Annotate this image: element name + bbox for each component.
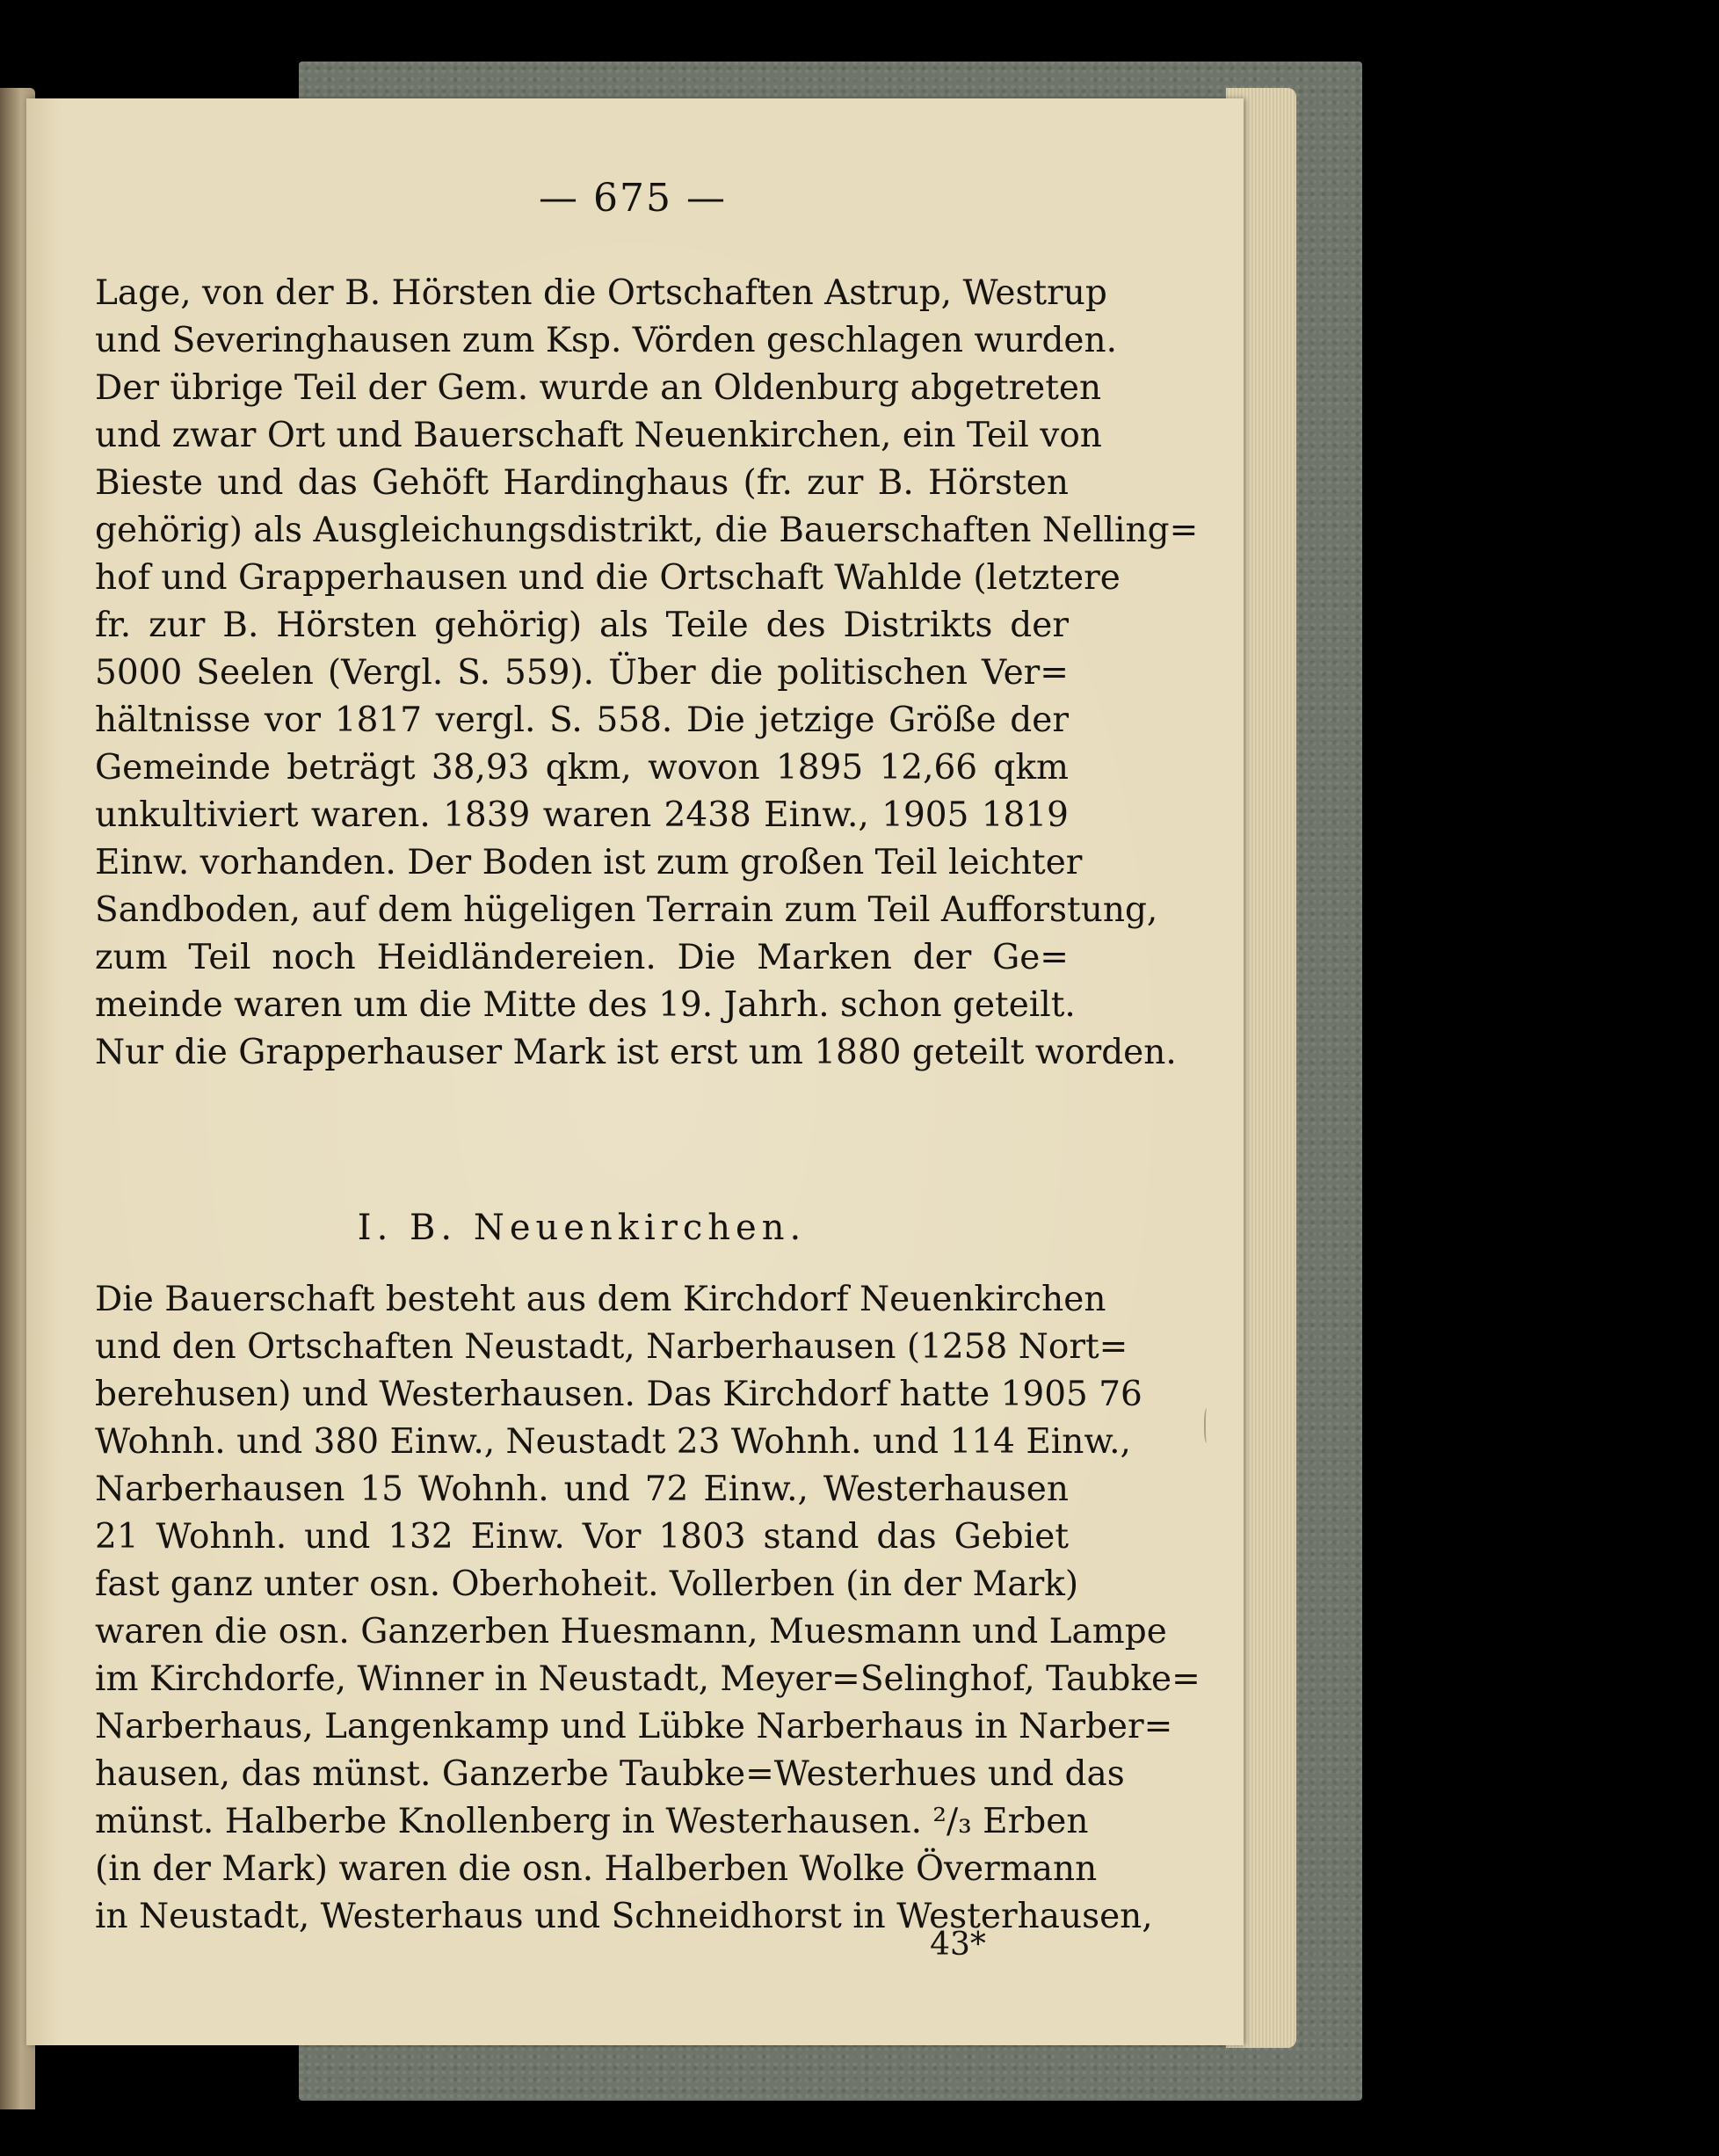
text-line: hältnisse vor 1817 vergl. S. 558. Die jetzige Größe der — [95, 701, 1069, 740]
text-line: Gemeinde beträgt 38,93 qkm, wovon 1895 12,66 qkm — [95, 748, 1069, 788]
text-line: hausen, das münst. Ganzerbe Taubke=Westerhues und das — [95, 1754, 1125, 1794]
text-line: Nur die Grapperhauser Mark ist erst um 1880 geteilt worden. — [95, 1033, 1177, 1072]
text-line: Die Bauerschaft besteht aus dem Kirchdorf Neuenkirchen — [95, 1280, 1106, 1319]
text-line: Narberhaus, Langenkamp und Lübke Narberhaus in Narber= — [95, 1707, 1173, 1746]
signature-mark: 43* — [930, 1927, 986, 1963]
text-line: Einw. vorhanden. Der Boden ist zum großen Teil leichter — [95, 843, 1083, 882]
paragraph-2 — [95, 1276, 1200, 1941]
ink-bleed-mark — [1204, 1408, 1211, 1443]
text-line: hof und Grapperhausen und die Ortschaft Wahlde (letztere — [95, 558, 1121, 598]
text-line: gehörig) als Ausgleichungsdistrikt, die Bauerschaften Nelling= — [95, 511, 1199, 550]
text-line: Lage, von der B. Hörsten die Ortschaften Astrup, Westrup — [95, 273, 1107, 313]
text-line: münst. Halberbe Knollenberg in Westerhausen. ²/₃ Erben — [95, 1802, 1089, 1841]
text-line: und Severinghausen zum Ksp. Vörden geschlagen wurden. — [95, 321, 1118, 360]
text-line: Bieste und das Gehöft Hardinghaus (fr. zur B. Hörsten — [95, 463, 1069, 503]
text-line: und zwar Ort und Bauerschaft Neuenkirchen, ein Teil von — [95, 416, 1102, 455]
paragraph-1 — [95, 270, 1199, 1077]
text-line: Sandboden, auf dem hügeligen Terrain zum Teil Aufforstung, — [95, 890, 1158, 930]
text-line: 5000 Seelen (Vergl. S. 559). Über die politischen Ver= — [95, 653, 1069, 693]
text-line: Der übrige Teil der Gem. wurde an Oldenburg abgetreten — [95, 368, 1102, 408]
text-line: unkultiviert waren. 1839 waren 2438 Einw., 1905 1819 — [95, 795, 1069, 835]
text-line: Narberhausen 15 Wohnh. und 72 Einw., Westerhausen — [95, 1470, 1069, 1509]
text-line: zum Teil noch Heidländereien. Die Marken der Ge= — [95, 938, 1069, 977]
text-line: waren die osn. Ganzerben Huesmann, Muesmann und Lampe — [95, 1612, 1167, 1651]
text-line: fr. zur B. Hörsten gehörig) als Teile des Distrikts der — [95, 606, 1069, 645]
text-line: und den Ortschaften Neustadt, Narberhausen (1258 Nort= — [95, 1327, 1128, 1367]
text-line: meinde waren um die Mitte des 19. Jahrh. schon geteilt. — [95, 985, 1076, 1025]
text-line: in Neustadt, Westerhaus und Schneidhorst in Westerhausen, — [95, 1897, 1153, 1936]
text-line: Wohnh. und 380 Einw., Neustadt 23 Wohnh. und 114 Einw., — [95, 1422, 1131, 1462]
section-heading: I. B. Neuenkirchen. — [357, 1208, 807, 1248]
page-number: — 675 — — [539, 176, 727, 221]
text-line: im Kirchdorfe, Winner in Neustadt, Meyer=Selinghof, Taubke= — [95, 1659, 1200, 1699]
text-line: 21 Wohnh. und 132 Einw. Vor 1803 stand das Gebiet — [95, 1517, 1069, 1557]
text-line: fast ganz unter osn. Oberhoheit. Vollerben (in der Mark) — [95, 1564, 1079, 1604]
text-line: (in der Mark) waren die osn. Halberben Wolke Övermann — [95, 1849, 1098, 1889]
text-line: berehusen) und Westerhausen. Das Kirchdorf hatte 1905 76 — [95, 1375, 1142, 1414]
book-page — [26, 98, 1244, 2045]
